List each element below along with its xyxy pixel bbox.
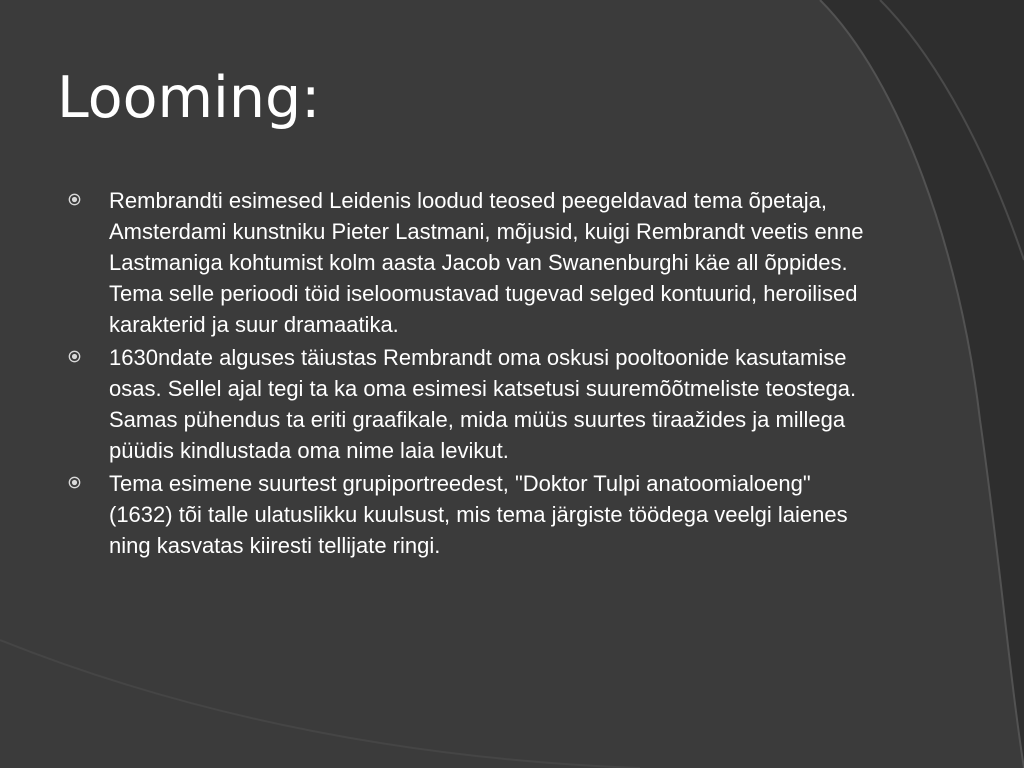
bullet-text: 1630ndate alguses täiustas Rembrandt oma oskusi pooltoonide kasutamise osas. Sellel ajal tegi ta ka oma esimesi katsetusi suuremõõtmeliste teostega. Samas pühendus ta eriti graafikale, mida müüs suurtes tiraažides ja millega püüdis kindlustada oma nime laia levikut. [109, 345, 857, 463]
bullet-text: Tema esimene suurtest grupiportreedest, "Doktor Tulpi anatoomialoeng" (1632) tõi talle ulatuslikku kuulsust, mis tema järgiste töödega veelgi laienes ning kasvatas kiiresti tellijate ringi. [109, 471, 848, 558]
list-item [68, 185, 868, 340]
circle-bullet-icon [68, 476, 81, 489]
bullet-text: Rembrandti esimesed Leidenis loodud teosed peegeldavad tema õpetaja, Amsterdami kunstniku Pieter Lastmani, mõjusid, kuigi Rembrandt veetis enne Lastmaniga kohtumist kolm aasta Jacob van Swanenburghi käe all õppides. Tema selle perioodi töid iseloomustavad tugevad selged kontuurid, heroilised karakterid ja suur dramaatika. [109, 188, 864, 337]
list-item [68, 468, 868, 561]
circle-bullet-icon [68, 350, 81, 363]
bullet-list [68, 185, 868, 563]
slide-title: Looming: [57, 65, 321, 131]
background-arc-3 [0, 640, 640, 768]
list-item [68, 342, 868, 466]
circle-bullet-icon [68, 193, 81, 206]
